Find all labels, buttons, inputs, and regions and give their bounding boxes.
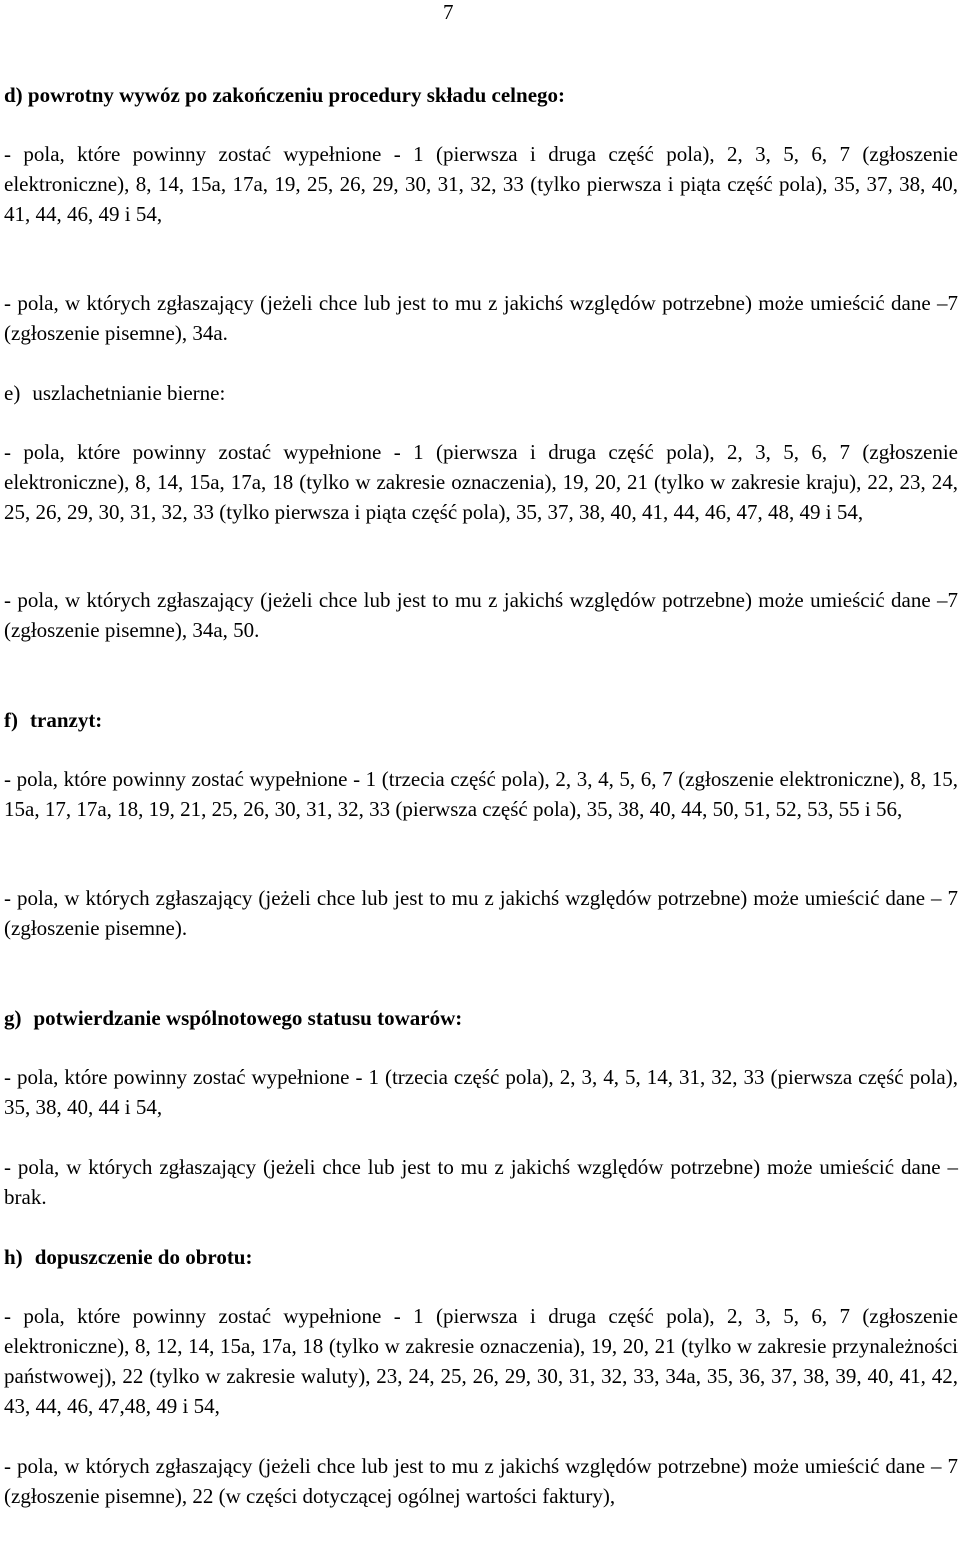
section-d-optional-fields: - pola, w których zgłaszający (jeżeli chce lub jest to mu z jakichś względów potrzebne) może umieścić dane –7 (zgłoszenie pisemne), 34a. xyxy=(4,291,958,345)
section-g-required-fields: - pola, które powinny zostać wypełnione - 1 (trzecia część pola), 2, 3, 4, 5, 14, 31, 32, 33 (pierwsza część pola), 35, 38, 40, 44 i 54, xyxy=(4,1065,958,1119)
section-title-f: tranzyt: xyxy=(30,708,103,732)
section-heading-h xyxy=(4,1242,958,1272)
section-f-optional-fields: - pola, w których zgłaszający (jeżeli chce lub jest to mu z jakichś względów potrzebne) może umieścić dane – 7 (zgłoszenie pisemne). xyxy=(4,886,958,940)
section-title-h: dopuszczenie do obrotu: xyxy=(34,1245,253,1269)
section-letter-f: f) xyxy=(4,708,18,732)
section-e-required-fields: - pola, które powinny zostać wypełnione - 1 (pierwsza i druga część pola), 2, 3, 5, 6, 7 (zgłoszenie elektroniczne), 8, 14, 15a, 17a, 18 (tylko w zakresie oznaczenia), 19, 20, 21 (tylko w zakresie kraju), 22, 23, 24, 25, 26, 29, 30, 31, 32, 33 (tylko pierwsza i piąta część pola), 35, 37, 38, 40, 41, 44, 46, 47, 48, 49 i 54, xyxy=(4,440,958,524)
section-g-optional-fields: - pola, w których zgłaszający (jeżeli chce lub jest to mu z jakichś względów potrzebne) może umieścić dane – brak. xyxy=(4,1155,958,1209)
section-f-required-fields: - pola, które powinny zostać wypełnione - 1 (trzecia część pola), 2, 3, 4, 5, 6, 7 (zgłoszenie elektroniczne), 8, 15, 15a, 17, 17a, 18, 19, 21, 25, 26, 30, 31, 32, 33 (pierwsza część pola), 35, 38, 40, 44, 50, 51, 52, 53, 55 i 56, xyxy=(4,767,958,821)
section-letter-e: e) xyxy=(4,381,21,405)
section-h-optional-fields: - pola, w których zgłaszający (jeżeli chce lub jest to mu z jakichś względów potrzebne) może umieścić dane – 7 (zgłoszenie pisemne), 22 (w części dotyczącej ogólnej wartości faktury), xyxy=(4,1454,958,1508)
section-heading-d: d) powrotny wywóz po zakończeniu procedury składu celnego: xyxy=(4,83,566,107)
section-letter-g: g) xyxy=(4,1006,22,1030)
section-title-e: uszlachetnianie bierne: xyxy=(32,381,226,405)
section-title-g: potwierdzanie wspólnotowego statusu towarów: xyxy=(33,1006,463,1030)
section-heading-e xyxy=(4,378,958,408)
page-number: 7 xyxy=(443,0,454,24)
section-d-required-fields: - pola, które powinny zostać wypełnione - 1 (pierwsza i druga część pola), 2, 3, 5, 6, 7 (zgłoszenie elektroniczne), 8, 14, 15a, 17a, 19, 25, 26, 29, 30, 31, 32, 33 (tylko pierwsza i piąta część pola), 35, 37, 38, 40, 41, 44, 46, 49 i 54, xyxy=(4,142,958,226)
section-heading-f xyxy=(4,705,958,735)
section-heading-g xyxy=(4,1003,958,1033)
section-letter-h: h) xyxy=(4,1245,23,1269)
section-h-required-fields: - pola, które powinny zostać wypełnione - 1 (pierwsza i druga część pola), 2, 3, 5, 6, 7 (zgłoszenie elektroniczne), 8, 12, 14, 15a, 17a, 18 (tylko w zakresie oznaczenia), 19, 20, 21 (tylko w zakresie przynależności państwowej), 22 (tylko w zakresie waluty), 23, 24, 25, 26, 29, 30, 31, 32, 33, 34a, 35, 36, 37, 38, 39, 40, 41, 42, 43, 44, 46, 47,48, 49 i 54, xyxy=(4,1304,958,1418)
section-e-optional-fields: - pola, w których zgłaszający (jeżeli chce lub jest to mu z jakichś względów potrzebne) może umieścić dane –7 (zgłoszenie pisemne), 34a, 50. xyxy=(4,588,958,642)
